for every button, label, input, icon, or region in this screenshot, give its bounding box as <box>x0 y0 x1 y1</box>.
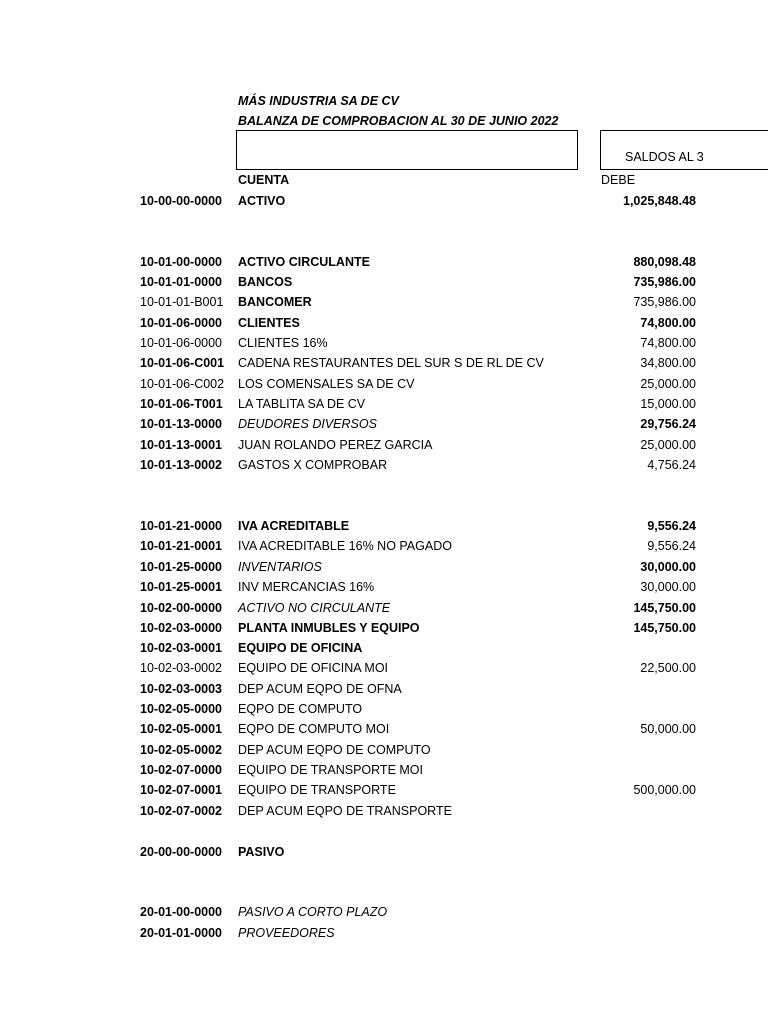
account-code: 10-01-25-0000 <box>140 560 223 574</box>
account-name: ACTIVO CIRCULANTE <box>238 255 370 269</box>
account-name: LA TABLITA SA DE CV <box>238 397 366 411</box>
account-code: 10-01-21-0000 <box>140 519 223 533</box>
account-name: EQPO DE COMPUTO MOI <box>238 722 390 736</box>
account-code: 10-02-05-0001 <box>140 722 223 736</box>
account-name: EQUIPO DE OFICINA <box>238 641 363 655</box>
report-title: BALANZA DE COMPROBACION AL 30 DE JUNIO 2022 <box>238 114 559 128</box>
account-name: CLIENTES 16% <box>238 336 328 350</box>
column-header-debe: DEBE <box>601 173 636 187</box>
debe-amount: 9,556.24 <box>647 539 696 553</box>
account-name: INV MERCANCIAS 16% <box>238 580 375 594</box>
account-name: GASTOS X COMPROBAR <box>238 458 388 472</box>
account-name: EQPO DE COMPUTO <box>238 702 363 716</box>
account-name: DEUDORES DIVERSOS <box>238 417 377 431</box>
account-name: JUAN ROLANDO PEREZ GARCIA <box>238 438 433 452</box>
debe-amount: 74,800.00 <box>640 316 696 330</box>
account-name: DEP ACUM EQPO DE OFNA <box>238 682 402 696</box>
account-name: DEP ACUM EQPO DE TRANSPORTE <box>238 804 452 818</box>
account-code: 20-01-01-0000 <box>140 926 223 940</box>
account-name: CADENA RESTAURANTES DEL SUR S DE RL DE CV <box>238 356 544 370</box>
account-code: 10-01-25-0001 <box>140 580 223 594</box>
column-header-cuenta: CUENTA <box>238 173 290 187</box>
account-code: 10-02-03-0001 <box>140 641 223 655</box>
account-code: 10-01-13-0001 <box>140 438 223 452</box>
account-code: 10-02-07-0002 <box>140 804 223 818</box>
account-name: CLIENTES <box>238 316 300 330</box>
account-code: 10-02-00-0000 <box>140 601 223 615</box>
company-name: MÁS INDUSTRIA SA DE CV <box>238 94 399 108</box>
debe-amount: 15,000.00 <box>640 397 696 411</box>
account-name: BANCOMER <box>238 295 312 309</box>
account-code: 10-01-01-B001 <box>140 295 224 309</box>
account-code: 10-02-07-0000 <box>140 763 223 777</box>
account-name: DEP ACUM EQPO DE COMPUTO <box>238 743 431 757</box>
account-name: PLANTA INMUBLES Y EQUIPO <box>238 621 420 635</box>
account-code: 10-02-03-0002 <box>140 661 223 675</box>
account-name: PASIVO <box>238 845 285 859</box>
saldos-label: SALDOS AL 3 <box>625 150 704 164</box>
debe-amount: 29,756.24 <box>640 417 696 431</box>
account-name: EQUIPO DE TRANSPORTE <box>238 783 396 797</box>
account-code: 20-00-00-0000 <box>140 845 223 859</box>
debe-amount: 735,986.00 <box>633 295 696 309</box>
account-name: ACTIVO NO CIRCULANTE <box>238 601 391 615</box>
debe-amount: 22,500.00 <box>640 661 696 675</box>
account-code: 10-00-00-0000 <box>140 194 223 208</box>
debe-amount: 25,000.00 <box>640 377 696 391</box>
account-code: 10-01-13-0002 <box>140 458 223 472</box>
account-name: IVA ACREDITABLE 16% NO PAGADO <box>238 539 452 553</box>
saldos-header-cell <box>600 130 768 170</box>
account-code: 10-01-13-0000 <box>140 417 223 431</box>
debe-amount: 500,000.00 <box>633 783 696 797</box>
debe-amount: 74,800.00 <box>640 336 696 350</box>
account-name: IVA ACREDITABLE <box>238 519 350 533</box>
debe-amount: 145,750.00 <box>633 621 696 635</box>
account-code: 10-02-05-0002 <box>140 743 223 757</box>
account-code: 10-02-03-0003 <box>140 682 223 696</box>
account-code: 10-01-01-0000 <box>140 275 223 289</box>
account-code: 10-02-03-0000 <box>140 621 223 635</box>
account-name: PASIVO A CORTO PLAZO <box>238 905 388 919</box>
account-code: 10-01-06-C002 <box>140 377 225 391</box>
debe-amount: 50,000.00 <box>640 722 696 736</box>
account-name: PROVEEDORES <box>238 926 335 940</box>
debe-amount: 34,800.00 <box>640 356 696 370</box>
debe-amount: 1,025,848.48 <box>623 194 696 208</box>
account-code: 10-01-06-C001 <box>140 356 225 370</box>
debe-amount: 880,098.48 <box>633 255 696 269</box>
account-code: 10-01-06-0000 <box>140 336 223 350</box>
debe-amount: 145,750.00 <box>633 601 696 615</box>
account-code: 10-02-07-0001 <box>140 783 223 797</box>
debe-amount: 4,756.24 <box>647 458 696 472</box>
account-code: 10-01-00-0000 <box>140 255 223 269</box>
account-code: 10-01-21-0001 <box>140 539 223 553</box>
account-name: INVENTARIOS <box>238 560 322 574</box>
debe-amount: 30,000.00 <box>640 580 696 594</box>
account-code: 20-01-00-0000 <box>140 905 223 919</box>
account-name: LOS COMENSALES SA DE CV <box>238 377 415 391</box>
account-name: BANCOS <box>238 275 293 289</box>
debe-amount: 30,000.00 <box>640 560 696 574</box>
account-code: 10-02-05-0000 <box>140 702 223 716</box>
account-code: 10-01-06-0000 <box>140 316 223 330</box>
debe-amount: 25,000.00 <box>640 438 696 452</box>
account-name: EQUIPO DE OFICINA MOI <box>238 661 389 675</box>
account-name: EQUIPO DE TRANSPORTE MOI <box>238 763 423 777</box>
empty-header-cell <box>236 130 578 170</box>
debe-amount: 9,556.24 <box>647 519 696 533</box>
account-code: 10-01-06-T001 <box>140 397 223 411</box>
account-name: ACTIVO <box>238 194 286 208</box>
debe-amount: 735,986.00 <box>633 275 696 289</box>
